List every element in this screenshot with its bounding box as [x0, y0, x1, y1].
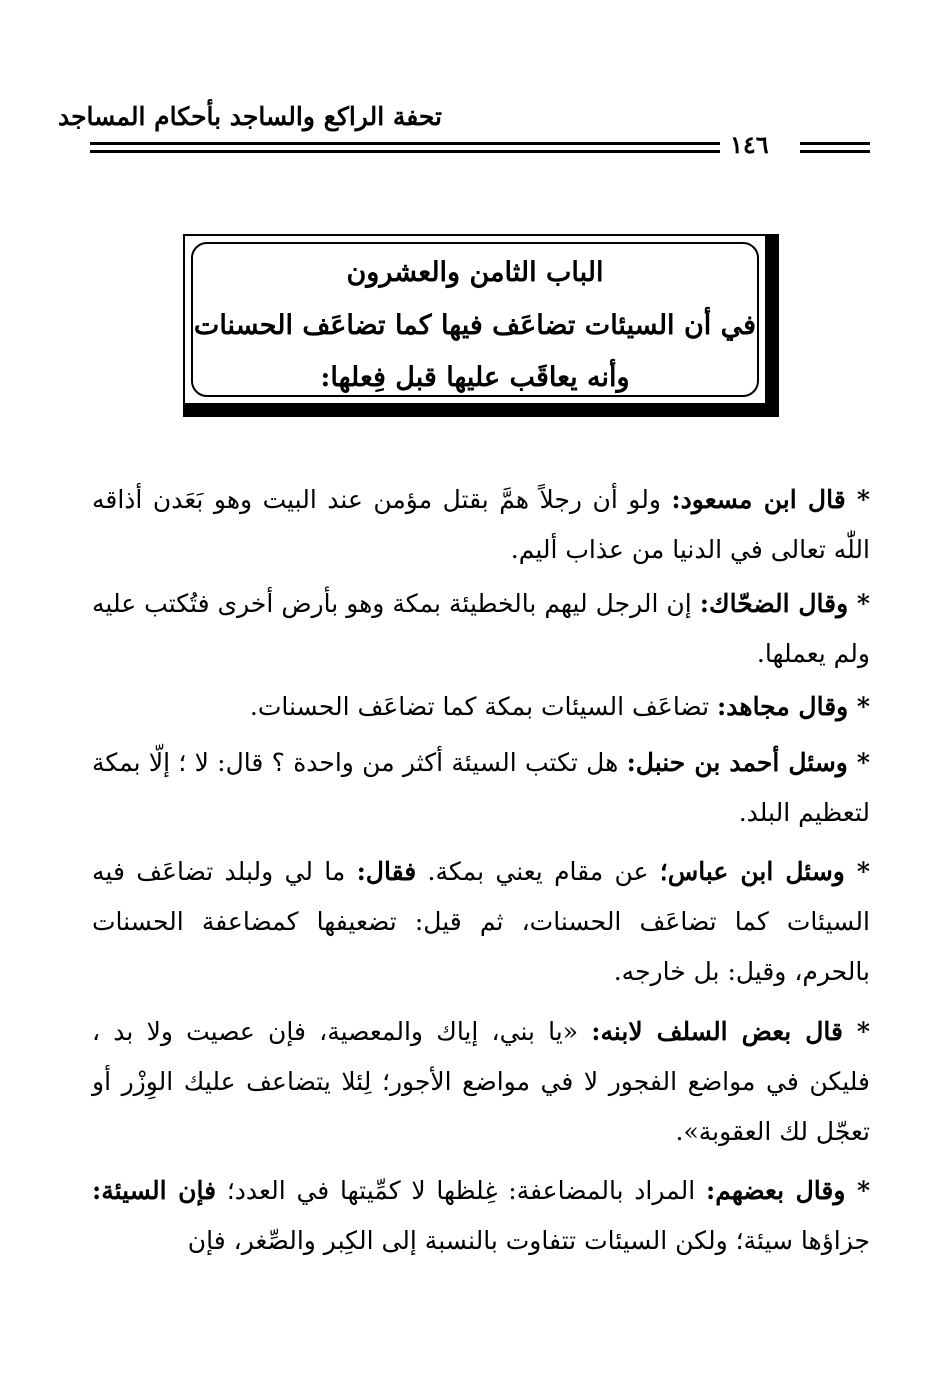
- paragraph-text: المراد بالمضاعفة: غِلظها لا كمِّيتها في العدد؛: [216, 1176, 706, 1205]
- paragraph-ibn-abbas: [92, 847, 870, 997]
- paragraph-lead-2: فإن السيئة:: [92, 1176, 217, 1205]
- paragraph-text: ولو أن رجلاً همَّ بقتل مؤمن عند البيت وهو بَعَدن أذاقه اللّٰه تعالى في الدنيا من عذاب أليم.: [92, 485, 870, 564]
- paragraph-lead-2: فقال:: [356, 857, 417, 886]
- paragraph-lead: * وقال مجاهد:: [717, 692, 870, 721]
- paragraph-mujahid: [92, 682, 870, 732]
- paragraph-lead: * وقال الضحّاك:: [699, 589, 870, 618]
- header-rule-left-bottom: [800, 150, 870, 153]
- header-rule-left-top: [800, 142, 870, 145]
- paragraph-lead: * قال ابن مسعود:: [671, 485, 870, 514]
- paragraph-some-said: [92, 1166, 870, 1266]
- paragraph-text-2: جزاؤها سيئة؛ ولكن السيئات تتفاوت بالنسبة إلى الكِبر والصِّغر، فإن: [187, 1226, 870, 1255]
- paragraph-ahmad: [92, 738, 870, 838]
- paragraph-lead: * وسئل أحمد بن حنبل:: [626, 748, 870, 777]
- paragraph-text: عن مقام يعني بمكة.: [416, 857, 660, 886]
- paragraph-lead: * وقال بعضهم:: [705, 1176, 871, 1205]
- paragraph-text-2: ما لي ولبلد تضاعَف فيه السيئات كما تضاعَف الحسنات، ثم قيل: تضعيفها كمضاعفة الحسنات بالحرم، وقيل: بل خارجه.: [92, 857, 870, 986]
- paragraph-salaf: [92, 1007, 870, 1157]
- header-rule-right-top: [90, 142, 720, 145]
- paragraph-text: تضاعَف السيئات بمكة كما تضاعَف الحسنات.: [249, 692, 718, 721]
- header-rule-right-bottom: [90, 150, 720, 153]
- running-header-title: تحفة الراكع والساجد بأحكام المساجد: [57, 102, 442, 131]
- paragraph-lead: * وسئل ابن عباس؛: [659, 857, 870, 886]
- chapter-title-line-1: الباب الثامن والعشرون: [346, 257, 604, 288]
- paragraph-text: «يا بني، إياك والمعصية، فإن عصيت ولا بد ، فليكن في مواضع الفجور لا في مواضع الأجور؛ لِئلا يتضاعف عليك الوِزْر أو تعجّل لك العقوبة».: [92, 1017, 870, 1146]
- paragraph-dahhak: [92, 579, 870, 679]
- chapter-title-line-3: وأنه يعاقَب عليها قبل فِعلها:: [320, 362, 630, 393]
- chapter-title-line-2: في أن السيئات تضاعَف فيها كما تضاعَف الحسنات: [193, 310, 757, 341]
- paragraph-text: هل تكتب السيئة أكثر من واحدة ؟ قال: لا ؛ إلّا بمكة لتعظيم البلد.: [92, 748, 870, 827]
- page-number: ١٤٦: [730, 130, 769, 159]
- paragraph-lead: * قال بعض السلف لابنه:: [591, 1017, 870, 1046]
- paragraph-ibn-masud: [92, 475, 870, 575]
- paragraph-text: إن الرجل ليهم بالخطيئة بمكة وهو بأرض أخرى فتُكتب عليه ولم يعملها.: [92, 589, 870, 668]
